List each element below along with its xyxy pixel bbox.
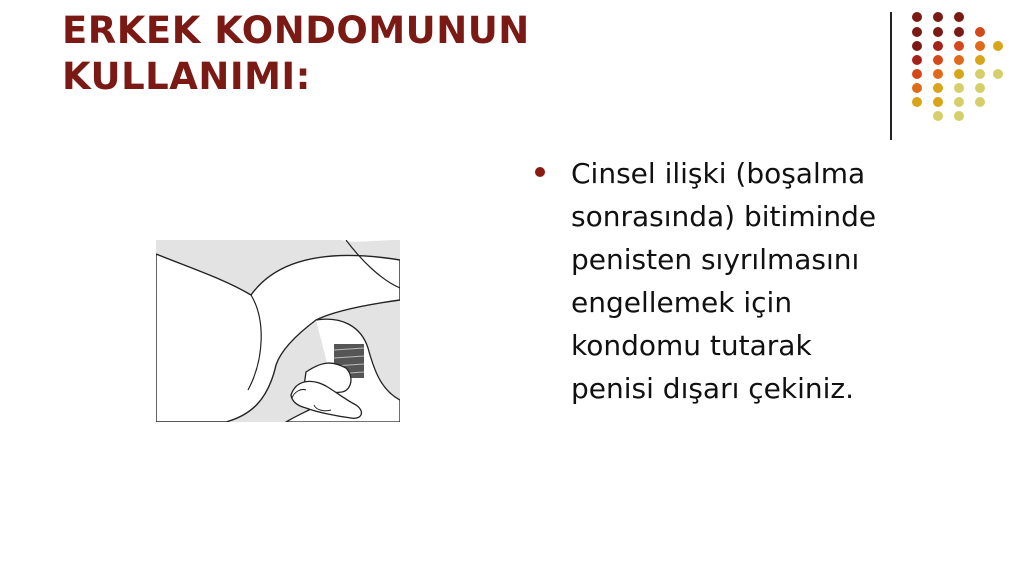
bullet-text: Cinsel ilişki (boşalma sonrasında) bitiminde penisten sıyrılmasını engellemek için kondomu tutarak penisi dışarı çekiniz. bbox=[571, 157, 877, 405]
decorative-dot-grid bbox=[905, 10, 1005, 125]
bullet-item bbox=[535, 152, 995, 410]
condom-removal-illustration bbox=[156, 240, 400, 422]
vertical-divider bbox=[890, 12, 892, 140]
bullet-dot-icon bbox=[535, 167, 545, 177]
slide-title: ERKEK KONDOMUNUN KULLANIMI: bbox=[62, 9, 530, 98]
bullet-list bbox=[535, 152, 995, 410]
